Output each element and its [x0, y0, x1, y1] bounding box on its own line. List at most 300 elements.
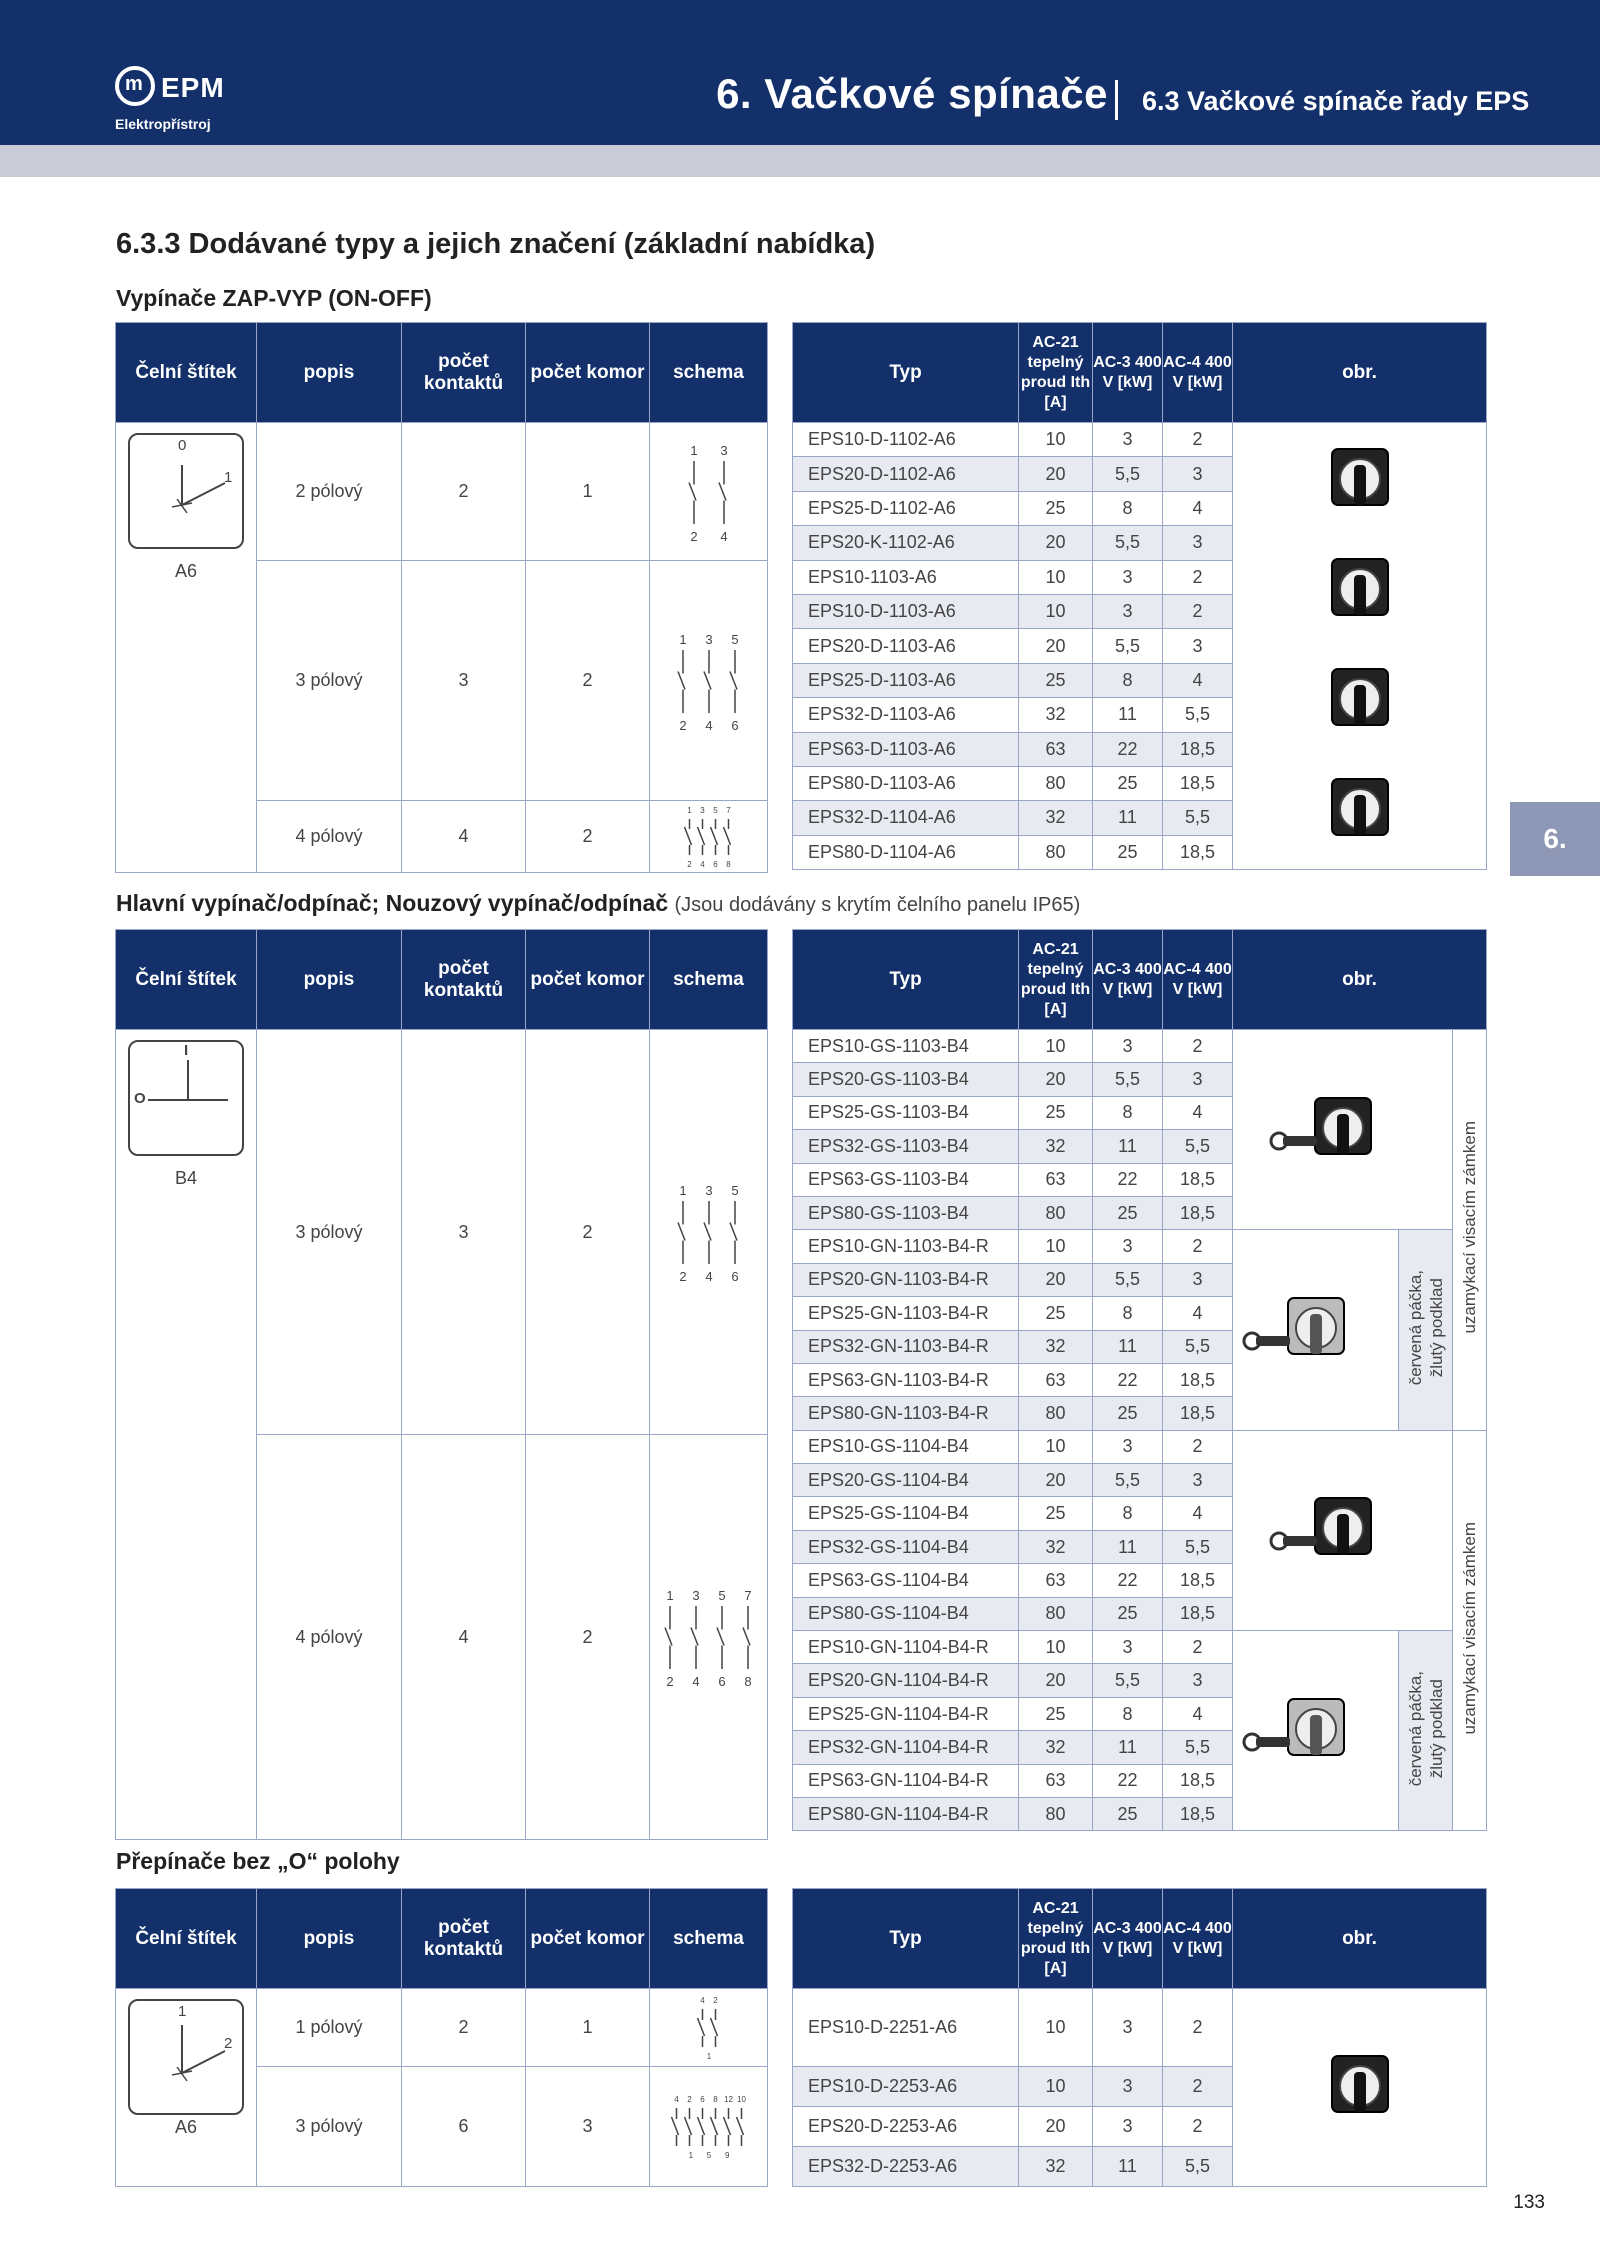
- ac4-cell: 18,5: [1163, 1163, 1233, 1196]
- kontakty-cell: 3: [402, 561, 526, 801]
- ac4-cell: 18,5: [1163, 1764, 1233, 1797]
- ac4-cell: 4: [1163, 491, 1233, 525]
- schema-contact-blade: [710, 2018, 717, 2036]
- red-lever-label-line1: červená páčka,: [1405, 1670, 1425, 1786]
- section-2-title: [116, 890, 1080, 917]
- ac3-cell: 3: [1093, 2107, 1163, 2147]
- section-1-title: Vypínače ZAP-VYP (ON-OFF): [116, 285, 432, 311]
- typ-cell: EPS20-D-1103-A6: [793, 629, 1019, 663]
- schema-terminal-label: 4: [699, 859, 705, 869]
- schema-contact-blade: [710, 827, 717, 845]
- header-schema: schema: [650, 1889, 768, 1989]
- header-ac4: AC-4 400 V [kW]: [1163, 930, 1233, 1030]
- red-lever-label: [1405, 1671, 1447, 1786]
- header-kontakty: počet kontaktů: [402, 930, 526, 1030]
- ac4-cell: 2: [1163, 1989, 1233, 2067]
- typ-cell: EPS63-GN-1103-B4-R: [793, 1363, 1019, 1396]
- ac4-cell: 18,5: [1163, 766, 1233, 800]
- logo-mark-icon: m: [115, 66, 155, 106]
- typ-cell: EPS10-D-1102-A6: [793, 423, 1019, 457]
- typ-cell: EPS80-D-1103-A6: [793, 766, 1019, 800]
- schema-cell: [650, 801, 768, 873]
- ac4-cell: 5,5: [1163, 1130, 1233, 1163]
- switch-photo-icon: [1300, 756, 1420, 866]
- ac21-cell: 63: [1019, 1163, 1093, 1196]
- ac21-cell: 20: [1019, 1464, 1093, 1497]
- kontakty-cell: 2: [402, 423, 526, 561]
- header-popis: popis: [257, 1889, 402, 1989]
- plate-cell: [116, 423, 257, 873]
- schema-terminal-label: 3: [719, 442, 728, 458]
- ac21-cell: 80: [1019, 766, 1093, 800]
- header-typ: Typ: [793, 1889, 1019, 1989]
- schema-terminal-label: 12: [723, 2094, 733, 2104]
- schema-terminal-label: 3: [704, 631, 713, 647]
- switch-photo-icon: [1241, 1260, 1391, 1400]
- kontakty-cell: 4: [402, 801, 526, 873]
- product-image-cell: [1233, 1430, 1453, 1630]
- ac21-cell: 10: [1019, 2067, 1093, 2107]
- red-lever-label-cell: [1399, 1230, 1453, 1430]
- ac4-cell: 18,5: [1163, 1196, 1233, 1229]
- ac3-cell: 22: [1093, 1564, 1163, 1597]
- product-image-cell: [1233, 1631, 1399, 1831]
- header-popis: popis: [257, 930, 402, 1030]
- ac21-cell: 80: [1019, 1797, 1093, 1830]
- ac21-cell: 25: [1019, 491, 1093, 525]
- schema-contact-blade: [678, 671, 685, 689]
- header-ac3: AC-3 400 V [kW]: [1093, 930, 1163, 1030]
- lock-label: uzamykací visacím zámkem: [1460, 1121, 1480, 1334]
- schema-terminal-label: 2: [689, 528, 698, 544]
- header-komory: počet komor: [526, 930, 650, 1030]
- typ-cell: EPS10-GS-1103-B4: [793, 1030, 1019, 1063]
- ac4-cell: 18,5: [1163, 1397, 1233, 1430]
- ac4-cell: 2: [1163, 423, 1233, 457]
- schema-contact-blade: [697, 827, 704, 845]
- komory-cell: 2: [526, 1435, 650, 1840]
- schema-contact-blade: [697, 2117, 704, 2135]
- komory-cell: 3: [526, 2067, 650, 2187]
- ac21-cell: 63: [1019, 1764, 1093, 1797]
- typ-cell: EPS63-GS-1104-B4: [793, 1564, 1019, 1597]
- schema-contact-blade: [717, 1628, 724, 1646]
- schema-terminal-label: 6: [730, 717, 739, 733]
- header-ac4: AC-4 400 V [kW]: [1163, 323, 1233, 423]
- plate-pos-a: 0: [178, 437, 187, 454]
- product-image-cell: [1233, 1989, 1487, 2187]
- schema-terminal-label: 1: [706, 2051, 711, 2061]
- ac21-cell: 25: [1019, 1497, 1093, 1530]
- ac3-cell: 22: [1093, 732, 1163, 766]
- ac4-cell: 18,5: [1163, 1564, 1233, 1597]
- popis-cell: 3 pólový: [257, 2067, 402, 2187]
- typ-cell: EPS32-D-1104-A6: [793, 801, 1019, 835]
- ac3-cell: 25: [1093, 1797, 1163, 1830]
- popis-cell: 4 pólový: [257, 801, 402, 873]
- section-title: 6.3 Vačkové spínače řady EPS: [1142, 86, 1530, 116]
- schema-cell: [650, 1030, 768, 1435]
- section-3-title: Přepínače bez „O“ polohy: [116, 1848, 400, 1874]
- ac3-cell: 22: [1093, 1363, 1163, 1396]
- schema-terminal-label: 7: [725, 805, 731, 815]
- schema-contact-blade: [665, 1628, 672, 1646]
- ac21-cell: 25: [1019, 663, 1093, 697]
- schema-contact-blade: [743, 1628, 750, 1646]
- ac3-cell: 25: [1093, 1397, 1163, 1430]
- schema-contact-blade: [730, 671, 737, 689]
- typ-cell: EPS63-GS-1103-B4: [793, 1163, 1019, 1196]
- ac3-cell: 8: [1093, 491, 1163, 525]
- company-logo: [115, 66, 275, 138]
- schema-terminal-label: 4: [719, 528, 728, 544]
- switch-photo-icon: [1290, 2013, 1430, 2163]
- typ-cell: EPS10-GN-1104-B4-R: [793, 1631, 1019, 1664]
- ac4-cell: 2: [1163, 2067, 1233, 2107]
- typ-cell: EPS20-GS-1104-B4: [793, 1464, 1019, 1497]
- typ-cell: EPS10-D-2253-A6: [793, 2067, 1019, 2107]
- schema-terminal-label: 2: [678, 1269, 687, 1284]
- header-komory: počet komor: [526, 1889, 650, 1989]
- ac3-cell: 8: [1093, 1096, 1163, 1129]
- ac4-cell: 18,5: [1163, 1797, 1233, 1830]
- header-ac21: AC-21 tepelný proud Ith [A]: [1019, 930, 1093, 1030]
- ac21-cell: 32: [1019, 698, 1093, 732]
- section-2-left-table: [115, 929, 768, 1840]
- ac3-cell: 11: [1093, 2147, 1163, 2187]
- ac21-cell: 20: [1019, 457, 1093, 491]
- front-plate: [128, 1040, 244, 1156]
- schema-terminal-label: 1: [689, 442, 698, 458]
- schema-terminal-label: 1: [686, 805, 692, 815]
- switch-photo-icon: [1300, 426, 1420, 536]
- table-row: [793, 1030, 1487, 1063]
- ac21-cell: 20: [1019, 629, 1093, 663]
- komory-cell: 1: [526, 423, 650, 561]
- ac21-cell: 63: [1019, 732, 1093, 766]
- section-3-left-table: [115, 1888, 768, 2187]
- popis-cell: 4 pólový: [257, 1435, 402, 1840]
- ac21-cell: 10: [1019, 423, 1093, 457]
- typ-cell: EPS25-GS-1103-B4: [793, 1096, 1019, 1129]
- ac21-cell: 63: [1019, 1363, 1093, 1396]
- ac3-cell: 22: [1093, 1764, 1163, 1797]
- kontakty-cell: 2: [402, 1989, 526, 2067]
- ac3-cell: 11: [1093, 1530, 1163, 1563]
- section-2-right-table: [792, 929, 1487, 1831]
- ac21-cell: 10: [1019, 560, 1093, 594]
- schema-terminal-label: 4: [704, 717, 713, 733]
- schema-diagram: [654, 437, 764, 547]
- page-heading: 6.3.3 Dodávané typy a jejich značení (základní nabídka): [116, 228, 876, 260]
- table-row: [793, 1989, 1487, 2067]
- schema-cell: [650, 1435, 768, 1840]
- ac4-cell: 18,5: [1163, 835, 1233, 869]
- schema-cell: [650, 1989, 768, 2067]
- schema-terminal-label: 3: [691, 1588, 700, 1603]
- ac4-cell: 2: [1163, 2107, 1233, 2147]
- komory-cell: 1: [526, 1989, 650, 2067]
- ac3-cell: 11: [1093, 801, 1163, 835]
- ac21-cell: 10: [1019, 1430, 1093, 1463]
- red-lever-label-line1: červená páčka,: [1405, 1269, 1425, 1386]
- schema-terminal-label: 1: [665, 1588, 674, 1603]
- schema-diagram: [654, 1582, 764, 1692]
- ac4-cell: 2: [1163, 594, 1233, 628]
- ac3-cell: 22: [1093, 1163, 1163, 1196]
- ac21-cell: 80: [1019, 1397, 1093, 1430]
- ac3-cell: 8: [1093, 1697, 1163, 1730]
- typ-cell: EPS10-GS-1104-B4: [793, 1430, 1019, 1463]
- ac4-cell: 5,5: [1163, 1330, 1233, 1363]
- ac4-cell: 4: [1163, 1096, 1233, 1129]
- schema-terminal-label: 5: [730, 631, 739, 647]
- page-header: [0, 0, 1600, 145]
- ac21-cell: 32: [1019, 1731, 1093, 1764]
- header-komory: počet komor: [526, 323, 650, 423]
- ac4-cell: 3: [1163, 1664, 1233, 1697]
- switch-photo-icon: [1268, 1460, 1418, 1600]
- switch-photo-icon: [1268, 1060, 1418, 1200]
- typ-cell: EPS20-K-1102-A6: [793, 526, 1019, 560]
- ac3-cell: 5,5: [1093, 629, 1163, 663]
- schema-cell: [650, 423, 768, 561]
- ac21-cell: 10: [1019, 1989, 1093, 2067]
- typ-cell: EPS25-GS-1104-B4: [793, 1497, 1019, 1530]
- switch-photo-icon: [1300, 536, 1420, 646]
- table-row: [793, 423, 1487, 457]
- ac3-cell: 11: [1093, 1330, 1163, 1363]
- ac3-cell: 3: [1093, 1631, 1163, 1664]
- schema-terminal-label: 2: [665, 1674, 674, 1689]
- ac4-cell: 4: [1163, 663, 1233, 697]
- ac3-cell: 3: [1093, 1230, 1163, 1263]
- ac21-cell: 32: [1019, 1530, 1093, 1563]
- plate-pos-b: O: [134, 1090, 146, 1107]
- schema-terminal-label: 3: [699, 805, 705, 815]
- ac4-cell: 18,5: [1163, 732, 1233, 766]
- ac3-cell: 5,5: [1093, 457, 1163, 491]
- komory-cell: 2: [526, 1030, 650, 1435]
- schema-terminal-label: 2: [686, 2094, 692, 2104]
- schema-contact-blade: [704, 1223, 711, 1241]
- schema-contact-blade: [697, 2018, 704, 2036]
- red-lever-label-line2: žlutý podklad: [1426, 1277, 1446, 1378]
- popis-cell: 2 pólový: [257, 423, 402, 561]
- header-schema: schema: [650, 930, 768, 1030]
- schema-contact-blade: [730, 1223, 737, 1241]
- section-1-right-table: [792, 322, 1487, 870]
- ac21-cell: 25: [1019, 1297, 1093, 1330]
- header-ac3: AC-3 400 V [kW]: [1093, 323, 1163, 423]
- page-number: 133: [1513, 2192, 1545, 2213]
- typ-cell: EPS20-D-2253-A6: [793, 2107, 1019, 2147]
- header-subbar: [0, 145, 1600, 177]
- typ-cell: EPS10-GN-1103-B4-R: [793, 1230, 1019, 1263]
- ac3-cell: 11: [1093, 1731, 1163, 1764]
- schema-contact-blade: [671, 2117, 678, 2135]
- ac4-cell: 4: [1163, 1497, 1233, 1530]
- plate-arrow-icon: [130, 1042, 246, 1158]
- schema-contact-blade: [691, 1628, 698, 1646]
- plate-cell: [116, 1030, 257, 1840]
- schema-terminal-label: 4: [691, 1674, 700, 1689]
- header-obr: obr.: [1233, 323, 1487, 423]
- schema-terminal-label: 9: [724, 2150, 729, 2160]
- kontakty-cell: 6: [402, 2067, 526, 2187]
- typ-cell: EPS63-GN-1104-B4-R: [793, 1764, 1019, 1797]
- ac3-cell: 8: [1093, 1297, 1163, 1330]
- front-plate: [128, 433, 244, 549]
- ac4-cell: 4: [1163, 1697, 1233, 1730]
- ac4-cell: 3: [1163, 1063, 1233, 1096]
- ac3-cell: 25: [1093, 766, 1163, 800]
- schema-terminal-label: 5: [712, 805, 718, 815]
- table-row: [793, 1631, 1487, 1664]
- schema-contact-blade: [719, 482, 726, 500]
- plate-arrow-icon: [130, 435, 246, 551]
- ac4-cell: 2: [1163, 1030, 1233, 1063]
- schema-contact-blade: [689, 482, 696, 500]
- ac21-cell: 80: [1019, 835, 1093, 869]
- kontakty-cell: 3: [402, 1030, 526, 1435]
- ac4-cell: 3: [1163, 1263, 1233, 1296]
- typ-cell: EPS25-D-1102-A6: [793, 491, 1019, 525]
- schema-terminal-label: 5: [717, 1588, 726, 1603]
- plate-arrow-icon: [130, 2001, 246, 2117]
- typ-cell: EPS32-D-2253-A6: [793, 2147, 1019, 2187]
- ac4-cell: 3: [1163, 1464, 1233, 1497]
- ac3-cell: 11: [1093, 698, 1163, 732]
- ac21-cell: 32: [1019, 1330, 1093, 1363]
- schema-diagram: [654, 626, 764, 736]
- typ-cell: EPS80-GS-1104-B4: [793, 1597, 1019, 1630]
- typ-cell: EPS80-GS-1103-B4: [793, 1196, 1019, 1229]
- ac21-cell: 25: [1019, 1697, 1093, 1730]
- ac3-cell: 3: [1093, 1989, 1163, 2067]
- lock-label-cell: [1453, 1030, 1487, 1431]
- typ-cell: EPS63-D-1103-A6: [793, 732, 1019, 766]
- header-kontakty: počet kontaktů: [402, 323, 526, 423]
- schema-terminal-label: 1: [678, 631, 687, 647]
- header-obr: obr.: [1233, 1889, 1487, 1989]
- plate-cell: [116, 1989, 257, 2187]
- table-row: [793, 1230, 1487, 1263]
- schema-diagram: [654, 803, 764, 871]
- red-lever-label-line2: žlutý podklad: [1426, 1678, 1446, 1778]
- ac3-cell: 25: [1093, 1196, 1163, 1229]
- plate-pos-a: 1: [178, 2003, 187, 2020]
- ac21-cell: 32: [1019, 801, 1093, 835]
- logo-brand: EPM: [161, 72, 225, 103]
- typ-cell: EPS32-GS-1104-B4: [793, 1530, 1019, 1563]
- plate-pos-a: I: [184, 1042, 189, 1059]
- ac3-cell: 8: [1093, 1497, 1163, 1530]
- front-plate: [128, 1999, 244, 2115]
- header-ac21: AC-21 tepelný proud Ith [A]: [1019, 1889, 1093, 1989]
- header-ac4: AC-4 400 V [kW]: [1163, 1889, 1233, 1989]
- schema-terminal-label: 2: [678, 717, 687, 733]
- plate-code: B4: [174, 1168, 198, 1188]
- ac21-cell: 20: [1019, 1263, 1093, 1296]
- header-plate: Čelní štítek: [116, 323, 257, 423]
- typ-cell: EPS32-D-1103-A6: [793, 698, 1019, 732]
- header-kontakty: počet kontaktů: [402, 1889, 526, 1989]
- ac3-cell: 5,5: [1093, 1464, 1163, 1497]
- popis-cell: 1 pólový: [257, 1989, 402, 2067]
- ac21-cell: 20: [1019, 2107, 1093, 2147]
- ac3-cell: 25: [1093, 835, 1163, 869]
- schema-diagram: [654, 1993, 764, 2063]
- ac3-cell: 3: [1093, 1430, 1163, 1463]
- header-schema: schema: [650, 323, 768, 423]
- typ-cell: EPS20-GN-1103-B4-R: [793, 1263, 1019, 1296]
- ac4-cell: 2: [1163, 1230, 1233, 1263]
- header-ac3: AC-3 400 V [kW]: [1093, 1889, 1163, 1989]
- chapter-title: 6. Vačkové spínače: [716, 70, 1108, 117]
- typ-cell: EPS25-GN-1103-B4-R: [793, 1297, 1019, 1330]
- ac21-cell: 20: [1019, 526, 1093, 560]
- schema-cell: [650, 2067, 768, 2187]
- schema-terminal-label: 2: [712, 1995, 718, 2005]
- schema-terminal-label: 10: [736, 2094, 746, 2104]
- schema-contact-blade: [710, 2117, 717, 2135]
- chapter-side-tab: 6.: [1510, 802, 1600, 876]
- typ-cell: EPS80-GN-1104-B4-R: [793, 1797, 1019, 1830]
- typ-cell: EPS32-GS-1103-B4: [793, 1130, 1019, 1163]
- schema-terminal-label: 1: [678, 1183, 687, 1198]
- schema-contact-blade: [704, 671, 711, 689]
- header-plate: Čelní štítek: [116, 930, 257, 1030]
- ac3-cell: 5,5: [1093, 1664, 1163, 1697]
- schema-terminal-label: 8: [725, 859, 731, 869]
- ac4-cell: 2: [1163, 1430, 1233, 1463]
- schema-terminal-label: 2: [686, 859, 692, 869]
- ac21-cell: 10: [1019, 594, 1093, 628]
- plate-code: A6: [174, 2117, 198, 2137]
- schema-terminal-label: 5: [706, 2150, 711, 2160]
- header-obr: obr.: [1233, 930, 1487, 1030]
- schema-terminal-label: 7: [743, 1588, 752, 1603]
- schema-diagram: [654, 2092, 764, 2162]
- schema-terminal-label: 6: [730, 1269, 739, 1284]
- header-divider: [1115, 80, 1118, 120]
- typ-cell: EPS10-D-1103-A6: [793, 594, 1019, 628]
- ac4-cell: 2: [1163, 1631, 1233, 1664]
- schema-diagram: [654, 1177, 764, 1287]
- ac4-cell: 2: [1163, 560, 1233, 594]
- ac21-cell: 20: [1019, 1063, 1093, 1096]
- typ-cell: EPS20-D-1102-A6: [793, 457, 1019, 491]
- section-1-left-table: [115, 322, 768, 873]
- plate-pos-b: 1: [224, 469, 233, 486]
- kontakty-cell: 4: [402, 1435, 526, 1840]
- red-lever-label: [1405, 1270, 1447, 1385]
- ac21-cell: 10: [1019, 1631, 1093, 1664]
- schema-terminal-label: 4: [699, 1995, 705, 2005]
- section-2-title-text: Hlavní vypínač/odpínač; Nouzový vypínač/odpínač: [116, 890, 669, 916]
- typ-cell: EPS32-GN-1104-B4-R: [793, 1731, 1019, 1764]
- typ-cell: EPS10-1103-A6: [793, 560, 1019, 594]
- schema-contact-blade: [684, 827, 691, 845]
- product-image-cell: [1233, 1030, 1453, 1230]
- plate-pos-b: 2: [224, 2035, 233, 2052]
- ac4-cell: 5,5: [1163, 801, 1233, 835]
- header-plate: Čelní štítek: [116, 1889, 257, 1989]
- ac3-cell: 3: [1093, 423, 1163, 457]
- typ-cell: EPS20-GS-1103-B4: [793, 1063, 1019, 1096]
- product-image-cell: [1233, 423, 1487, 870]
